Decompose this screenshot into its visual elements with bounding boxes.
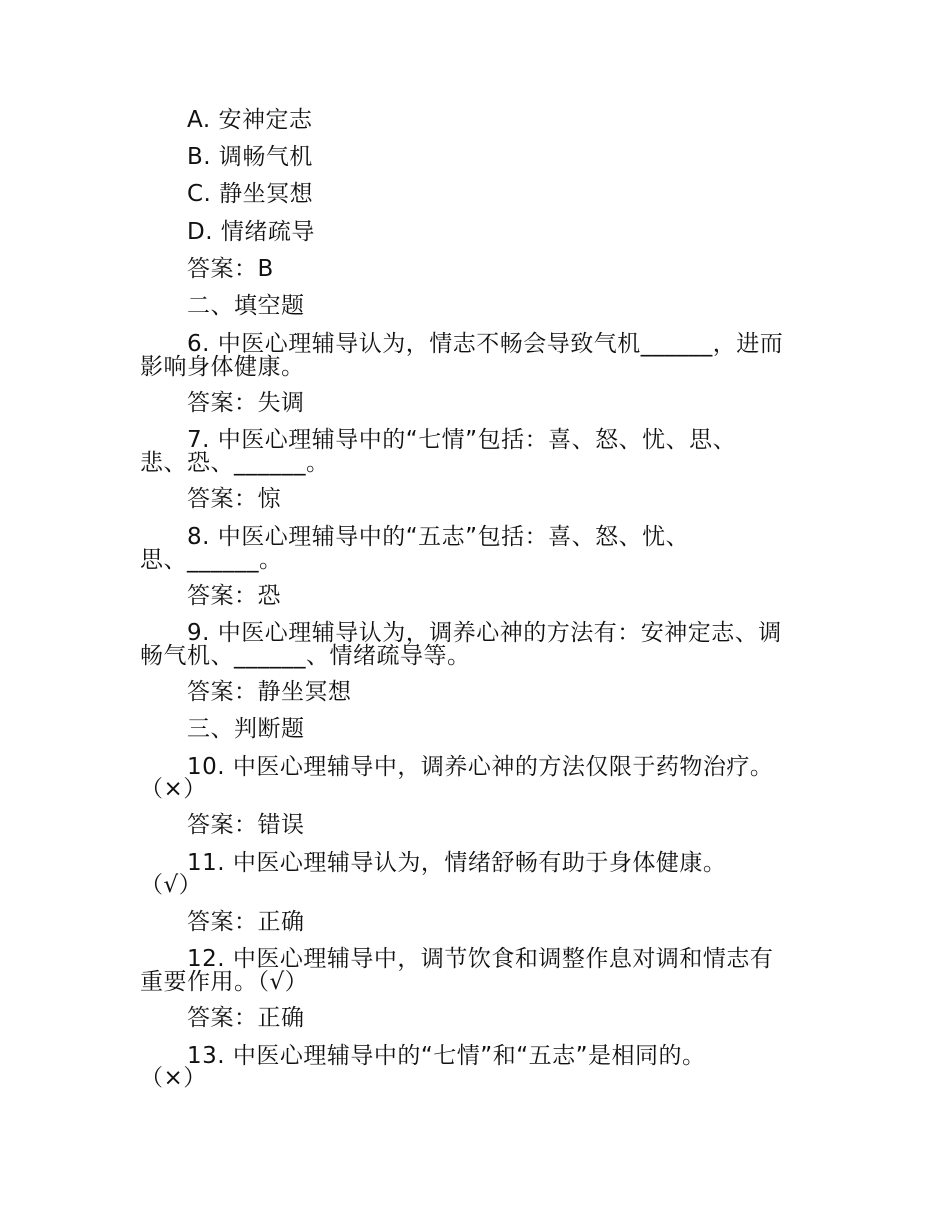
question-8-continuation: 思、______。 — [140, 547, 283, 573]
question-13: 13. 中医心理辅导中的“七情”和“五志”是相同的。 — [187, 1043, 706, 1069]
question-12-continuation: 重要作用。（√） — [140, 969, 309, 995]
answer-q11: 答案：正确 — [187, 909, 305, 935]
answer-q8: 答案：恐 — [187, 583, 281, 609]
answer-q9: 答案：静坐冥想 — [187, 679, 352, 705]
question-13-mark: （×） — [140, 1065, 207, 1091]
question-9-continuation: 畅气机、______、情绪疏导等。 — [140, 643, 471, 669]
question-6: 6. 中医心理辅导认为，情志不畅会导致气机______，进而 — [187, 331, 784, 357]
question-6-continuation: 影响身体健康。 — [140, 354, 305, 380]
section-title-true-false: 三、判断题 — [187, 716, 305, 742]
question-10: 10. 中医心理辅导中，调养心神的方法仅限于药物治疗。 — [187, 754, 774, 780]
option-a: A. 安神定志 — [187, 107, 313, 133]
answer-q5: 答案：B — [187, 256, 274, 282]
question-11-mark: （√） — [140, 872, 203, 898]
question-9: 9. 中医心理辅导认为，调养心神的方法有：安神定志、调 — [187, 620, 782, 646]
section-title-fill-blank: 二、填空题 — [187, 293, 305, 319]
question-11: 11. 中医心理辅导认为，情绪舒畅有助于身体健康。 — [187, 850, 727, 876]
question-8: 8. 中医心理辅导中的“五志”包括：喜、怒、忧、 — [187, 524, 690, 550]
question-7: 7. 中医心理辅导中的“七情”包括：喜、怒、忧、思、 — [187, 427, 737, 453]
answer-q6: 答案：失调 — [187, 390, 305, 416]
answer-q7: 答案：惊 — [187, 486, 281, 512]
question-12: 12. 中医心理辅导中，调节饮食和调整作息对调和情志有 — [187, 946, 774, 972]
option-d: D. 情绪疏导 — [187, 219, 315, 245]
answer-q10: 答案：错误 — [187, 812, 305, 838]
answer-q12: 答案：正确 — [187, 1005, 305, 1031]
option-c: C. 静坐冥想 — [187, 181, 314, 207]
option-b: B. 调畅气机 — [187, 144, 313, 170]
question-10-mark: （×） — [140, 776, 207, 802]
question-7-continuation: 悲、恐、______。 — [140, 450, 330, 476]
